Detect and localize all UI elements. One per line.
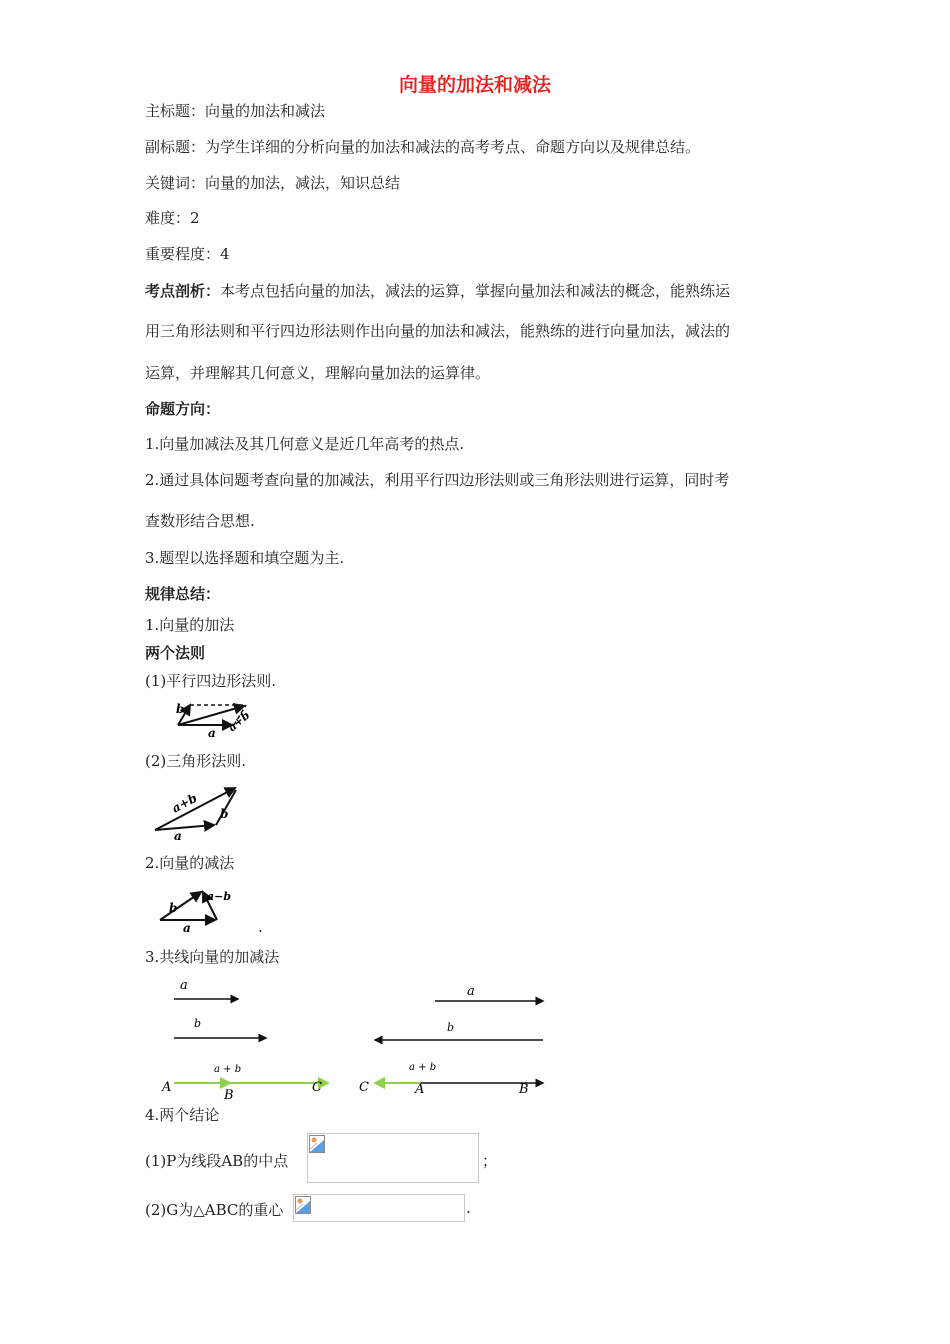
- col-right-b-label: b: [447, 1021, 455, 1034]
- direction-label: 命题方向：: [145, 400, 221, 418]
- col-right-sum-label: a + b: [409, 1062, 437, 1073]
- direction-item-1: 1.向量加减法及其几何意义是近几年高考的热点.: [145, 435, 465, 453]
- col-right-B: B: [519, 1082, 529, 1097]
- conclusion-2: (2)G为△ABC的重心: [145, 1201, 284, 1219]
- triangle-figure: [150, 780, 245, 842]
- direction-item-2a: 2.通过具体问题考查向量的加减法，利用平行四边形法则或三角形法则进行运算，同时考: [145, 471, 730, 489]
- keywords-line: 关键词：向量的加法，减法，知识总结: [145, 174, 401, 192]
- summary-collinear: 3.共线向量的加减法: [145, 948, 280, 966]
- importance-line: 重要程度：4: [145, 245, 230, 263]
- summary-addition: 1.向量的加法: [145, 616, 235, 634]
- collinear-left-figure: [160, 975, 360, 1100]
- difficulty-line: 难度：2: [145, 209, 200, 227]
- col-left-B: B: [224, 1088, 234, 1100]
- analysis-label: 考点剖析：: [145, 282, 221, 300]
- broken-image-icon: [309, 1135, 325, 1153]
- conclusion-1-end: ；: [482, 1152, 498, 1170]
- page-title: 向量的加法和减法: [398, 74, 551, 96]
- para-b-label: b: [176, 702, 185, 716]
- subtitle-line: 副标题：为学生详细的分析向量的加法和减法的高考考点、命题方向以及规律总结。: [145, 138, 701, 156]
- collinear-right-figure: [355, 975, 555, 1100]
- para-sum-label: a+b: [225, 708, 253, 735]
- two-rules-heading: 两个法则: [145, 644, 206, 662]
- col-right-A: A: [415, 1082, 425, 1097]
- analysis-text-1: 本考点包括向量的加法，减法的运算，掌握向量加法和减法的概念，能熟练运: [220, 282, 731, 300]
- col-left-sum-label: a + b: [214, 1064, 242, 1075]
- col-left-C: C: [312, 1080, 322, 1095]
- sub-b-label: b: [169, 901, 178, 915]
- tri-sum-label: a+b: [169, 790, 200, 816]
- parallelogram-rule: (1)平行四边形法则.: [145, 672, 277, 690]
- tri-a-label: a: [174, 829, 182, 842]
- sub-a-label: a: [183, 921, 191, 935]
- summary-label: 规律总结：: [145, 585, 221, 603]
- direction-item-3: 3.题型以选择题和填空题为主.: [145, 549, 345, 567]
- subtraction-figure: [155, 880, 235, 935]
- formula-image-1: [307, 1133, 479, 1183]
- para-a-label: a: [208, 726, 216, 740]
- parallelogram-figure: [170, 695, 260, 740]
- analysis-line-3: 运算，并理解其几何意义，理解向量加法的运算律。: [145, 364, 491, 382]
- tri-b-label: b: [220, 807, 229, 821]
- direction-item-2b: 查数形结合思想.: [145, 512, 255, 530]
- col-left-b-label: b: [194, 1017, 202, 1030]
- conclusion-1: (1)P为线段AB的中点: [145, 1152, 289, 1170]
- col-right-a-label: a: [467, 984, 475, 999]
- col-left-A: A: [162, 1080, 172, 1095]
- analysis-line-2: 用三角形法则和平行四边形法则作出向量的加法和减法，能熟练的进行向量加法，减法的: [145, 322, 731, 340]
- main-title-line: 主标题：向量的加法和减法: [145, 102, 326, 120]
- analysis-line-1: [145, 280, 730, 301]
- col-left-a-label: a: [180, 978, 188, 993]
- conclusion-2-end: .: [466, 1199, 471, 1217]
- formula-image-2: [293, 1194, 465, 1222]
- summary-subtraction: 2.向量的减法: [145, 854, 235, 872]
- sub-diff-label: a−b: [207, 890, 232, 903]
- triangle-rule: (2)三角形法则.: [145, 752, 247, 770]
- summary-conclusions: 4.两个结论: [145, 1106, 220, 1124]
- subtraction-dot: .: [258, 918, 263, 936]
- col-right-C: C: [359, 1080, 369, 1095]
- broken-image-icon: [295, 1196, 311, 1214]
